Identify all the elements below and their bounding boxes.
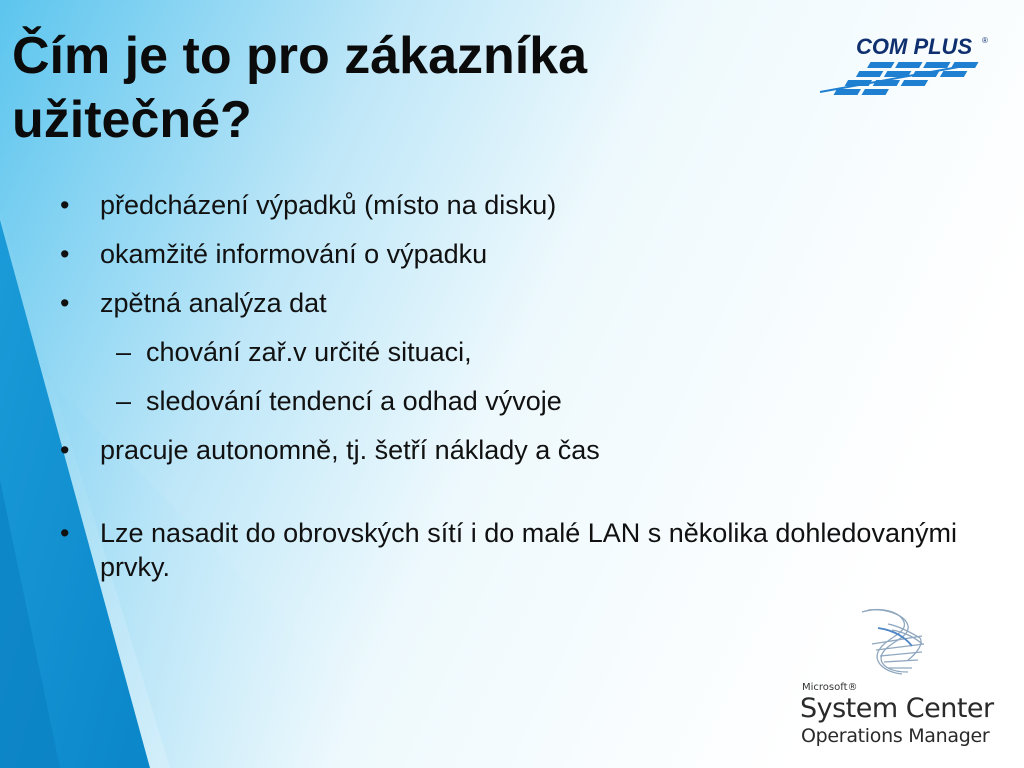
slide-title: Čím je to pro zákazníka užitečné? [12, 27, 588, 149]
bullet-text: okamžité informování o výpadku [100, 239, 488, 269]
complus-logo-text: COM PLUS [856, 34, 973, 59]
bullet-text: pracuje autonomně, tj. šetří náklady a čas [100, 435, 600, 465]
bullet-item [60, 516, 960, 584]
bullet-text: předcházení výpadků (místo na disku) [100, 190, 557, 220]
bullet-text: chování zař.v určité situaci, [146, 337, 472, 367]
microsoft-wordmark: Microsoft® [802, 682, 858, 693]
dash-marker: – [116, 386, 132, 416]
bullet-item [60, 188, 960, 222]
bullet-text: Lze nasadit do obrovských sítí i do malé LAN s několika dohledovanými prvky. [100, 518, 957, 582]
bullet-marker: • [60, 190, 70, 220]
sub-bullet-item [60, 335, 960, 369]
bullet-text: sledování tendencí a odhad vývoje [146, 386, 562, 416]
bullet-list [60, 188, 960, 599]
bullet-item [60, 433, 960, 467]
registered-mark: ® [982, 36, 988, 45]
bullet-marker: • [60, 518, 70, 548]
product-subtitle: Operations Manager [801, 725, 990, 747]
complus-logo [814, 30, 1000, 106]
bullet-text: zpětná analýza dat [100, 288, 327, 318]
complus-grid-icon [814, 56, 1000, 104]
bullet-marker: • [60, 288, 70, 318]
product-name: System Center [800, 693, 994, 724]
dash-marker: – [116, 337, 132, 367]
bullet-item [60, 286, 960, 320]
bullet-marker: • [60, 435, 70, 465]
bullet-marker: • [60, 239, 70, 269]
system-center-icon [848, 604, 934, 680]
bullet-item [60, 237, 960, 271]
system-center-logo [800, 682, 1020, 762]
sub-bullet-item [60, 384, 960, 418]
